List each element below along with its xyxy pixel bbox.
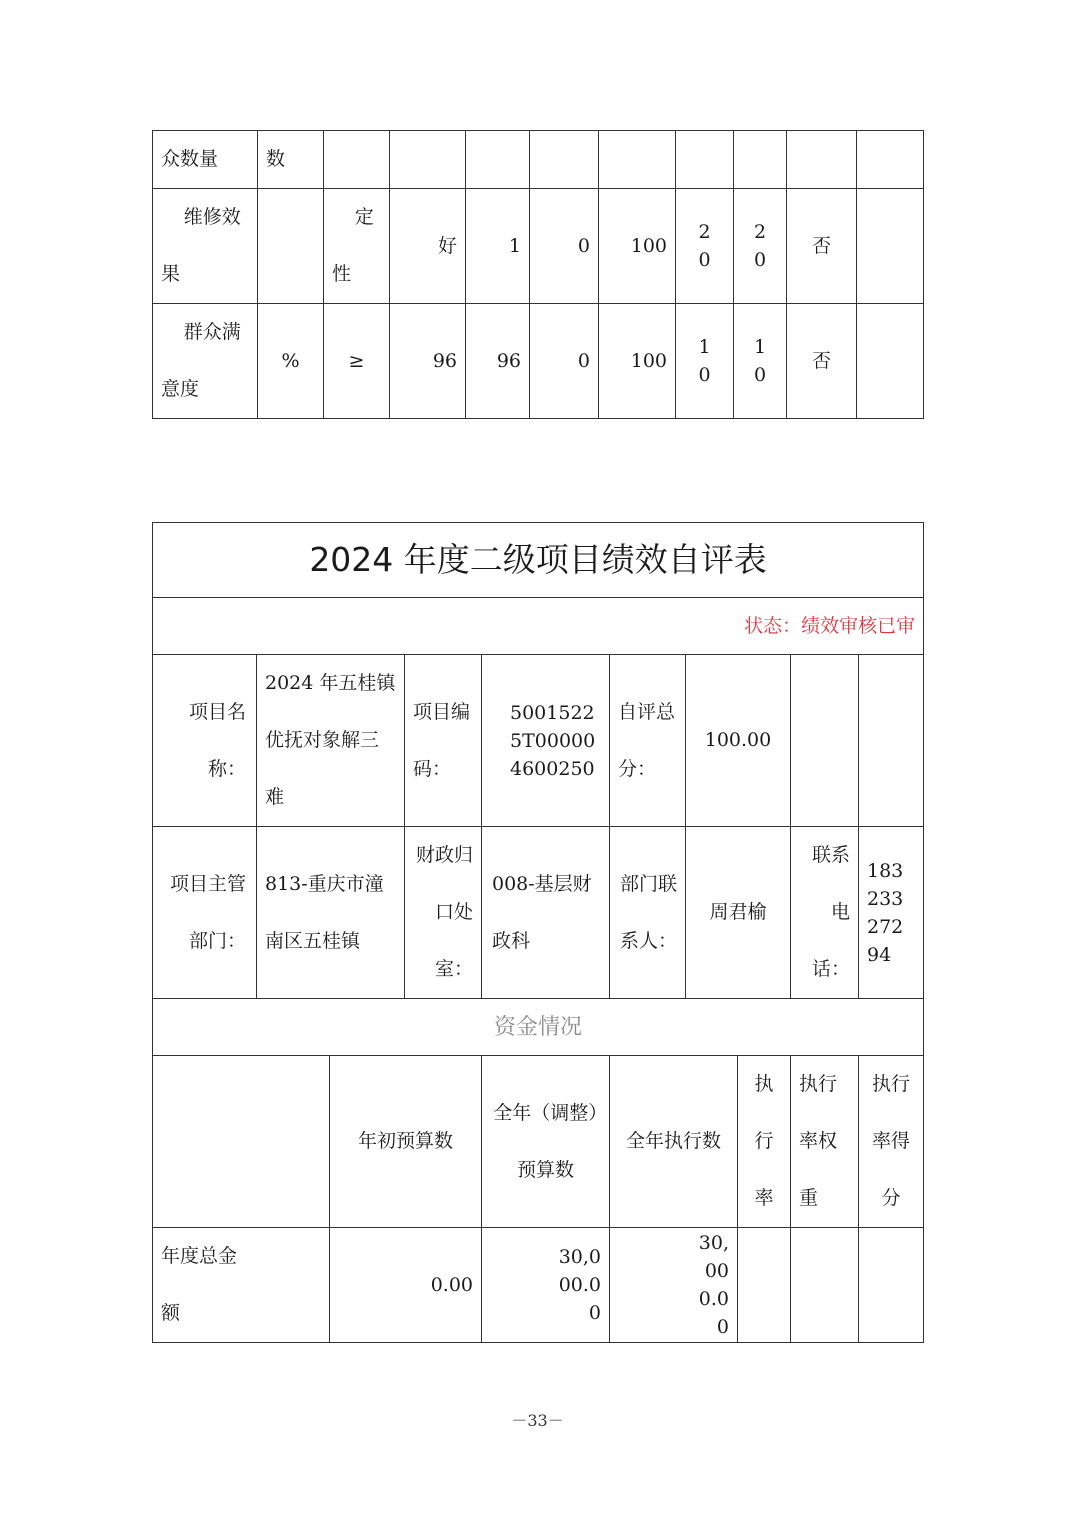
dept: 813-重庆市潼南区五桂镇: [257, 827, 405, 999]
indicator-score: [734, 131, 787, 189]
page-number: －33－: [511, 1411, 564, 1430]
funds-row-label: 年度总金额: [153, 1228, 330, 1343]
indicator-weight: 10: [676, 304, 734, 419]
indicator-core: [787, 131, 857, 189]
empty-cell: [791, 655, 859, 827]
funds-total-row: [153, 1228, 924, 1343]
project-code: 50015225T000004600250: [482, 655, 610, 827]
self-evaluation-table: [152, 522, 924, 1343]
indicator-core: 否: [787, 304, 857, 419]
status-badge: 状态：绩效审核已审: [153, 598, 924, 655]
page-title: 2024 年度二级项目绩效自评表: [153, 523, 924, 598]
indicator-note: [857, 131, 924, 189]
funds-section-title: 资金情况: [153, 999, 924, 1056]
indicator-unit: 数: [258, 131, 324, 189]
table-row: [153, 131, 924, 189]
indicator-target: [390, 131, 466, 189]
project-code-label: 项目编码：: [405, 655, 482, 827]
indicator-target: 好: [390, 189, 466, 304]
funds-section-row: [153, 999, 924, 1056]
exec-rate-value: [738, 1228, 791, 1343]
phone-label: 联系电话：: [791, 827, 859, 999]
indicator-operator: 定性: [324, 189, 390, 304]
indicator-name: 维修效果: [153, 189, 258, 304]
contact: 周君榆: [686, 827, 791, 999]
indicator-operator: ≥: [324, 304, 390, 419]
finance-office-label: 财政归口处室：: [405, 827, 482, 999]
status-row: [153, 598, 924, 655]
empty-cell: [859, 655, 924, 827]
project-name-label: 项目名称：: [153, 655, 257, 827]
department-row: [153, 827, 924, 999]
indicator-actual: [466, 131, 530, 189]
rate-weight-value: [791, 1228, 859, 1343]
indicator-score: 20: [734, 189, 787, 304]
indicator-note: [857, 304, 924, 419]
indicator-deviation: 0: [530, 189, 599, 304]
exec-rate-header: 执行率: [738, 1056, 791, 1228]
table-row: [153, 304, 924, 419]
indicator-actual: 1: [466, 189, 530, 304]
dept-label: 项目主管部门：: [153, 827, 257, 999]
indicator-completion: 100: [599, 189, 676, 304]
annual-exec-value: 30,000.00: [610, 1228, 738, 1343]
project-name: 2024 年五桂镇优抚对象解三难: [257, 655, 405, 827]
rate-weight-header: 执行率权重: [791, 1056, 859, 1228]
annual-exec-header: 全年执行数: [610, 1056, 738, 1228]
table-row: [153, 189, 924, 304]
indicator-weight: 20: [676, 189, 734, 304]
indicator-deviation: [530, 131, 599, 189]
indicator-note: [857, 189, 924, 304]
project-info-row: [153, 655, 924, 827]
indicator-score: 10: [734, 304, 787, 419]
indicator-weight: [676, 131, 734, 189]
finance-office: 008-基层财政科: [482, 827, 610, 999]
indicator-operator: [324, 131, 390, 189]
indicator-name: 众数量: [153, 131, 258, 189]
self-score-label: 自评总分：: [610, 655, 686, 827]
indicator-completion: [599, 131, 676, 189]
indicator-name: 群众满意度: [153, 304, 258, 419]
annual-budget-header: 全年（调整）预算数: [482, 1056, 610, 1228]
indicator-actual: 96: [466, 304, 530, 419]
annual-budget-value: 30,000.00: [482, 1228, 610, 1343]
indicator-core: 否: [787, 189, 857, 304]
phone: 18323327294: [859, 827, 924, 999]
contact-label: 部门联系人：: [610, 827, 686, 999]
indicator-completion: 100: [599, 304, 676, 419]
indicator-target: 96: [390, 304, 466, 419]
indicator-table-continued: [152, 130, 924, 419]
self-score: 100.00: [686, 655, 791, 827]
funds-header-row: [153, 1056, 924, 1228]
initial-budget-value: 0.00: [330, 1228, 482, 1343]
rate-score-header: 执行率得分: [859, 1056, 924, 1228]
title-row: [153, 523, 924, 598]
indicator-unit: [258, 189, 324, 304]
empty-cell: [153, 1056, 330, 1228]
indicator-deviation: 0: [530, 304, 599, 419]
initial-budget-header: 年初预算数: [330, 1056, 482, 1228]
indicator-unit: %: [258, 304, 324, 419]
rate-score-value: [859, 1228, 924, 1343]
